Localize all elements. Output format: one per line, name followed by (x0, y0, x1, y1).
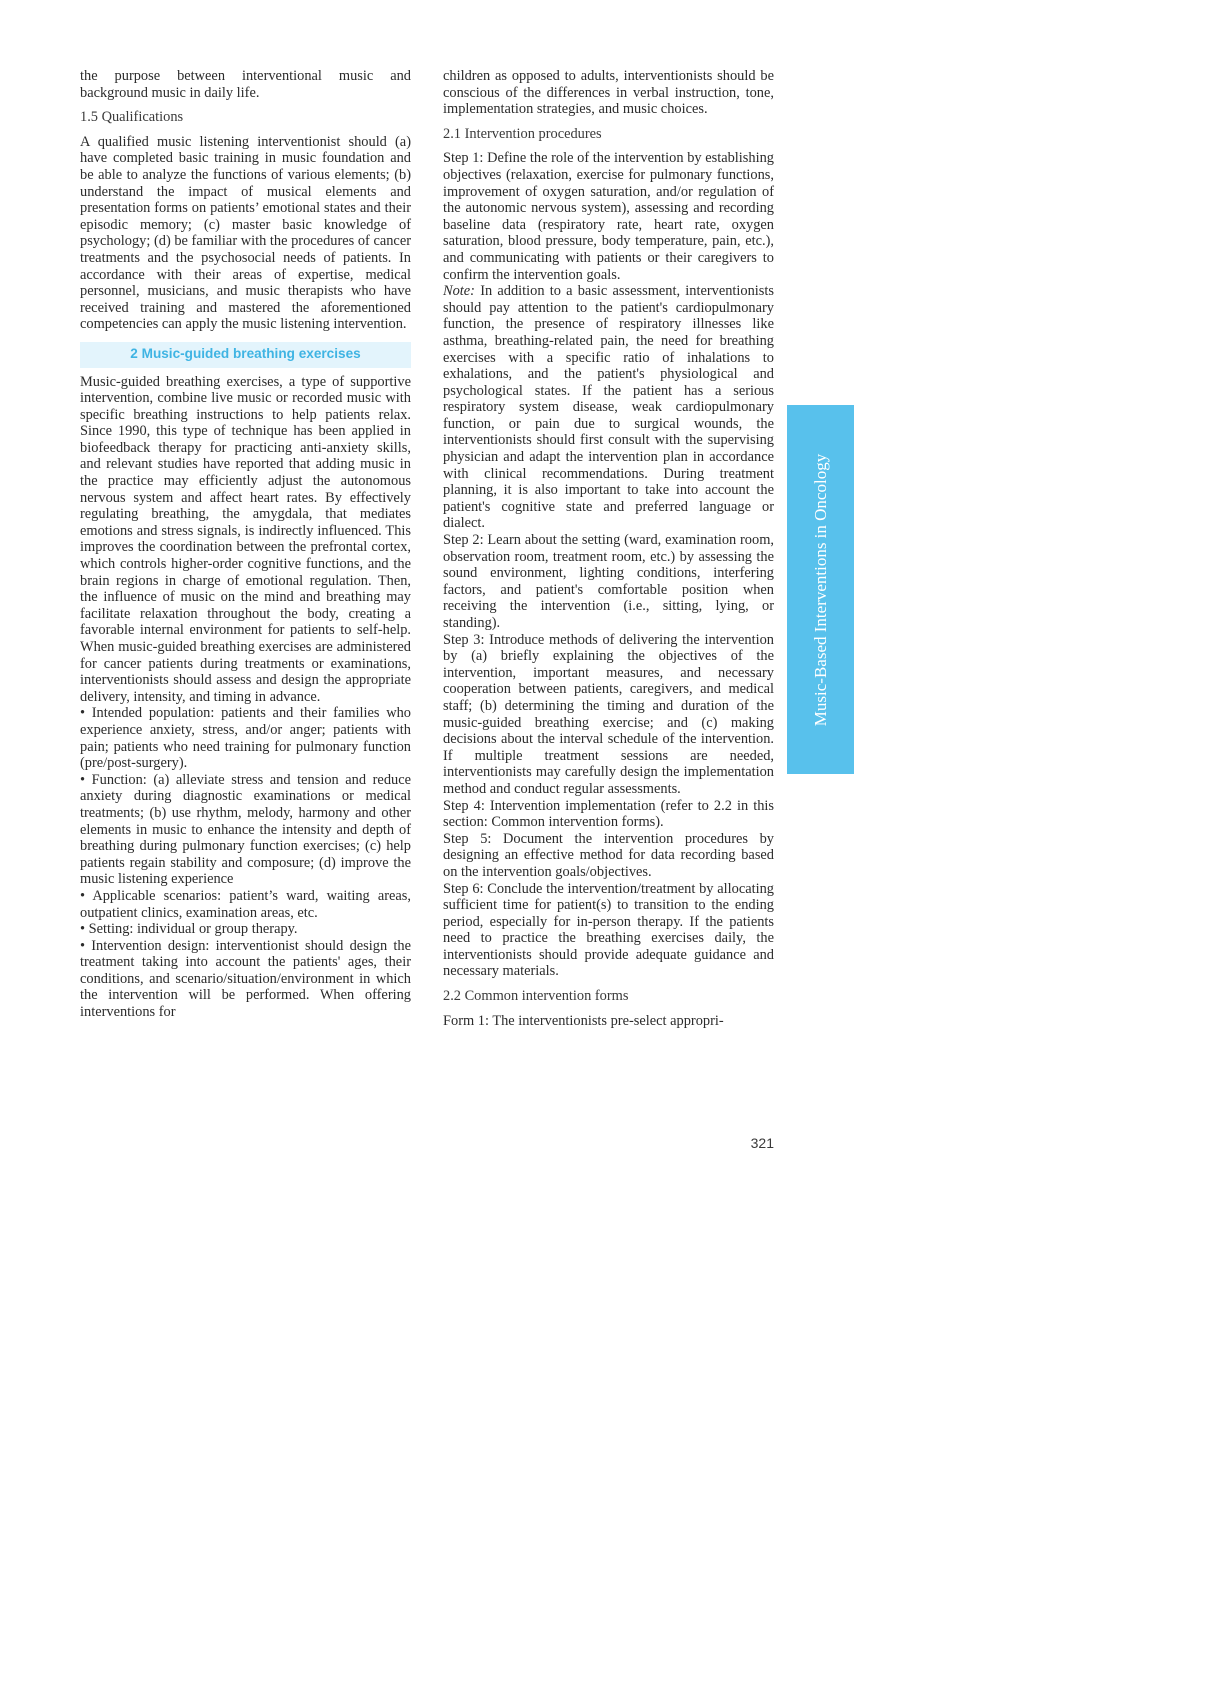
note-text: In addition to a basic assessment, interventionists should pay attention to the patient's cardiopulmonary function, the presence of respiratory illnesses like asthma, breathing-related pain, the need for breathing exercises with a specific ratio of inhalations to exhalations, and the patient's physiological and psychological states. If the patient has a serious respiratory system disease, weak cardiopulmonary function, or pain due to surgical wounds, the interventionists should first consult with the supervising physician and adapt the intervention plan in accordance with clinical recommendations. During treatment planning, it is also important to take into account the patient's cognitive state and preferred language or dialect. (443, 283, 774, 532)
intro-paragraph: the purpose between interventional music and background music in daily life. (80, 68, 411, 101)
bullet-intervention-design: • Intervention design: interventionist should design the treatment taking into account the patients' ages, their conditions, and scenario/situation/environment in which the intervention will be performed. When offering interventions for (80, 937, 411, 1021)
bullet-function: • Function: (a) alleviate stress and tension and reduce anxiety during diagnostic examinations or medical treatments; (b) use rhythm, melody, harmony and other elements in music to enhance the intensity and depth of breathing during pulmonary function exercises; (c) help patients regain stability and composure; (d) improve the music listening experience (80, 771, 411, 888)
step-5: Step 5: Document the intervention procedures by designing an effective method for data recording based on the intervention goals/objectives. (443, 830, 774, 880)
left-column (80, 68, 411, 1021)
form-1: Form 1: The interventionists pre-select appropri- (443, 1012, 724, 1029)
chapter-side-tab (787, 405, 854, 774)
bullet-intended-population: • Intended population: patients and their families who experience anxiety, stress, and/or anger; patients with pain; patients who need training for pulmonary function (pre/post-surgery). (80, 705, 411, 772)
step-4: Step 4: Intervention implementation (refer to 2.2 in this section: Common intervention forms). (443, 797, 774, 831)
step-3: Step 3: Introduce methods of delivering the intervention by (a) briefly explaining the objectives of the intervention, important measures, and necessary cooperation between patients, caregivers, and medical staff; (b) determining the timing and duration of the music-guided breathing exercise; and (c) making decisions about the interval schedule of the intervention. If multiple treatment sessions are needed, interventionists may carefully design the implementation method and conduct regular assessments. (443, 631, 774, 797)
section-paragraph: Music-guided breathing exercises, a type of supportive intervention, combine live music or recorded music with specific breathing instructions to help patients relax. Since 1990, this type of technique has been applied in biofeedback therapy for practicing anti-anxiety skills, and relevant studies have reported that adding music in the practice may efficiently adjust the autonomous nervous system and affect heart rates. By effectively regulating breathing, the amygdala, that mediates emotions and stress signals, is indirectly influenced. This improves the coordination between the prefrontal cortex, which controls higher-order cognitive functions, and the brain regions in charge of emotional regulation. Then, the influence of music on the mind and breathing may facilitate relaxation throughout the body, creating a favorable internal environment for patients to self-help. When music-guided breathing exercises are administered for cancer patients during treatments or examinations, interventionists should assess and design the appropriate delivery, intensity, and timing in advance. (80, 373, 411, 705)
chapter-side-tab-label: Music-Based Interventions in Oncology (810, 453, 830, 726)
note-label: Note: (443, 283, 475, 300)
qualifications-heading: 1.5 Qualifications (80, 109, 184, 126)
bullet-applicable-scenarios: • Applicable scenarios: patient’s ward, waiting areas, outpatient clinics, examination areas, etc. (80, 887, 411, 921)
note-paragraph (443, 283, 774, 532)
section-title: 2 Music-guided breathing exercises (80, 342, 411, 368)
page-number: 321 (750, 1135, 774, 1151)
bullet-setting: • Setting: individual or group therapy. (80, 921, 298, 938)
right-column (443, 68, 774, 1029)
continuation-paragraph: children as opposed to adults, interventionists should be conscious of the differences in verbal instruction, tone, implementation strategies, and music choices. (443, 68, 774, 118)
forms-heading: 2.2 Common intervention forms (443, 988, 629, 1005)
step-6: Step 6: Conclude the intervention/treatment by allocating sufficient time for patient(s) to transition to the ending period, especially for in-person therapy. If the patients need to practice the breathing exercises daily, the interventionists should provide adequate guidance and necessary materials. (443, 880, 774, 980)
qualifications-paragraph: A qualified music listening interventionist should (a) have completed basic training in music foundation and be able to analyze the functions of various elements; (b) understand the impact of musical elements and presentation forms on patients’ emotional states and their episodic memory; (c) master basic knowledge of psychology; (d) be familiar with the procedures of cancer treatments and the psychosocial needs of patients. In accordance with their areas of expertise, medical personnel, musicians, and music therapists who have received training and mastered the aforementioned competencies can apply the music listening intervention. (80, 133, 411, 333)
step-2: Step 2: Learn about the setting (ward, examination room, observation room, treatment room, etc.) by assessing the sound environment, lighting conditions, interfering factors, and patient's comfortable position when receiving the intervention (i.e., sitting, lying, or standing). (443, 532, 774, 631)
procedures-heading: 2.1 Intervention procedures (443, 125, 602, 142)
step-1: Step 1: Define the role of the intervention by establishing objectives (relaxation, exercise for pulmonary functions, improvement of oxygen saturation, and/or regulation of the autonomic nervous system), assessing and recording baseline data (respiratory rate, heart rate, oxygen saturation, blood pressure, body temperature, pain, etc.), and communicating with patients or their caregivers to confirm the intervention goals. (443, 150, 774, 283)
